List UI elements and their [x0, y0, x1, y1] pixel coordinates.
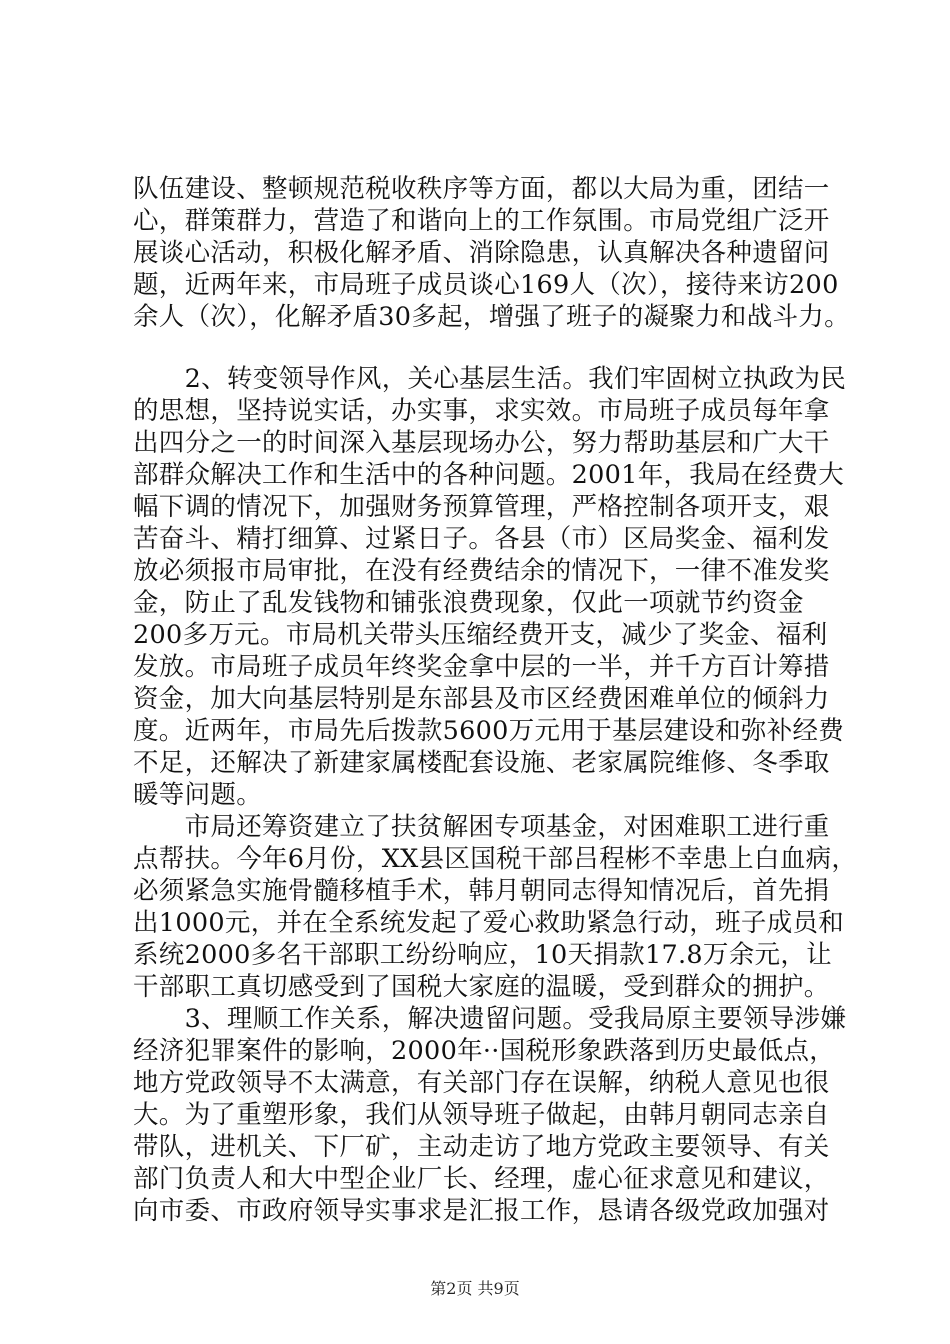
text-line: 不足，还解决了新建家属楼配套设施、老家属院维修、冬季取: [133, 748, 830, 778]
text-line: 大。为了重塑形象，我们从领导班子做起，由韩月朝同志亲自: [133, 1100, 830, 1130]
text-line: 经济犯罪案件的影响，2000年··国税形象跌落到历史最低点，: [133, 1036, 836, 1066]
text-line: 带队，进机关、下厂矿，主动走访了地方党政主要领导、有关: [133, 1132, 830, 1162]
text-line: 余人（次），化解矛盾30多起，增强了班子的凝聚力和战斗力。: [133, 302, 850, 332]
text-line: 度。近两年，市局先后拨款5600万元用于基层建设和弥补经费: [133, 716, 845, 746]
text-line: 队伍建设、整顿规范税收秩序等方面，都以大局为重，团结一: [133, 174, 830, 204]
page-footer: 第2页 共9页: [430, 1279, 520, 1298]
text-line: 地方党政领导不太满意，有关部门存在误解，纳税人意见也很: [133, 1068, 830, 1098]
text-line: 出四分之一的时间深入基层现场办公，努力帮助基层和广大干: [133, 428, 830, 458]
text-line: 幅下调的情况下，加强财务预算管理，严格控制各项开支，艰: [133, 492, 830, 522]
text-line: 2、转变领导作风，关心基层生活。我们牢固树立执政为民: [133, 364, 847, 394]
text-line: 题，近两年来，市局班子成员谈心169人（次），接待来访200: [133, 270, 839, 300]
text-line: 苦奋斗、精打细算、过紧日子。各县（市）区局奖金、福利发: [133, 524, 830, 554]
text-line: 市局还筹资建立了扶贫解困专项基金，对困难职工进行重: [133, 812, 830, 842]
text-line: 的思想，坚持说实话，办实事，求实效。市局班子成员每年拿: [133, 396, 830, 426]
text-line: 部群众解决工作和生活中的各种问题。2001年，我局在经费大: [133, 460, 845, 490]
text-line: 心，群策群力，营造了和谐向上的工作氛围。市局党组广泛开: [133, 206, 830, 236]
text-line: 点帮扶。今年6月份，XX县区国税干部吕程彬不幸患上白血病，: [133, 844, 858, 874]
text-line: 发放。市局班子成员年终奖金拿中层的一半，并千方百计筹措: [133, 652, 830, 682]
text-line: 向市委、市政府领导实事求是汇报工作，恳请各级党政加强对: [133, 1196, 830, 1226]
text-line: 部门负责人和大中型企业厂长、经理，虚心征求意见和建议，: [133, 1164, 830, 1194]
text-line: 干部职工真切感受到了国税大家庭的温暖，受到群众的拥护。: [133, 972, 830, 1002]
text-line: 资金，加大向基层特别是东部县及市区经费困难单位的倾斜力: [133, 684, 830, 714]
text-line: 系统2000多名干部职工纷纷响应，10天捐款17.8万余元，让: [133, 940, 832, 970]
text-line: 展谈心活动，积极化解矛盾、消除隐患，认真解决各种遗留问: [133, 238, 830, 268]
text-line: 放必须报市局审批，在没有经费结余的情况下，一律不准发奖: [133, 556, 830, 586]
text-line: 金，防止了乱发钱物和铺张浪费现象，仅此一项就节约资金: [133, 588, 804, 618]
text-line: 暖等问题。: [133, 780, 263, 810]
text-line: 出1000元，并在全系统发起了爱心救助紧急行动，班子成员和: [133, 908, 845, 938]
text-line: 必须紧急实施骨髓移植手术，韩月朝同志得知情况后，首先捐: [133, 876, 830, 906]
text-line: 3、理顺工作关系，解决遗留问题。受我局原主要领导涉嫌: [133, 1004, 847, 1034]
text-line: 200多万元。市局机关带头压缩经费开支，减少了奖金、福利: [133, 620, 828, 650]
